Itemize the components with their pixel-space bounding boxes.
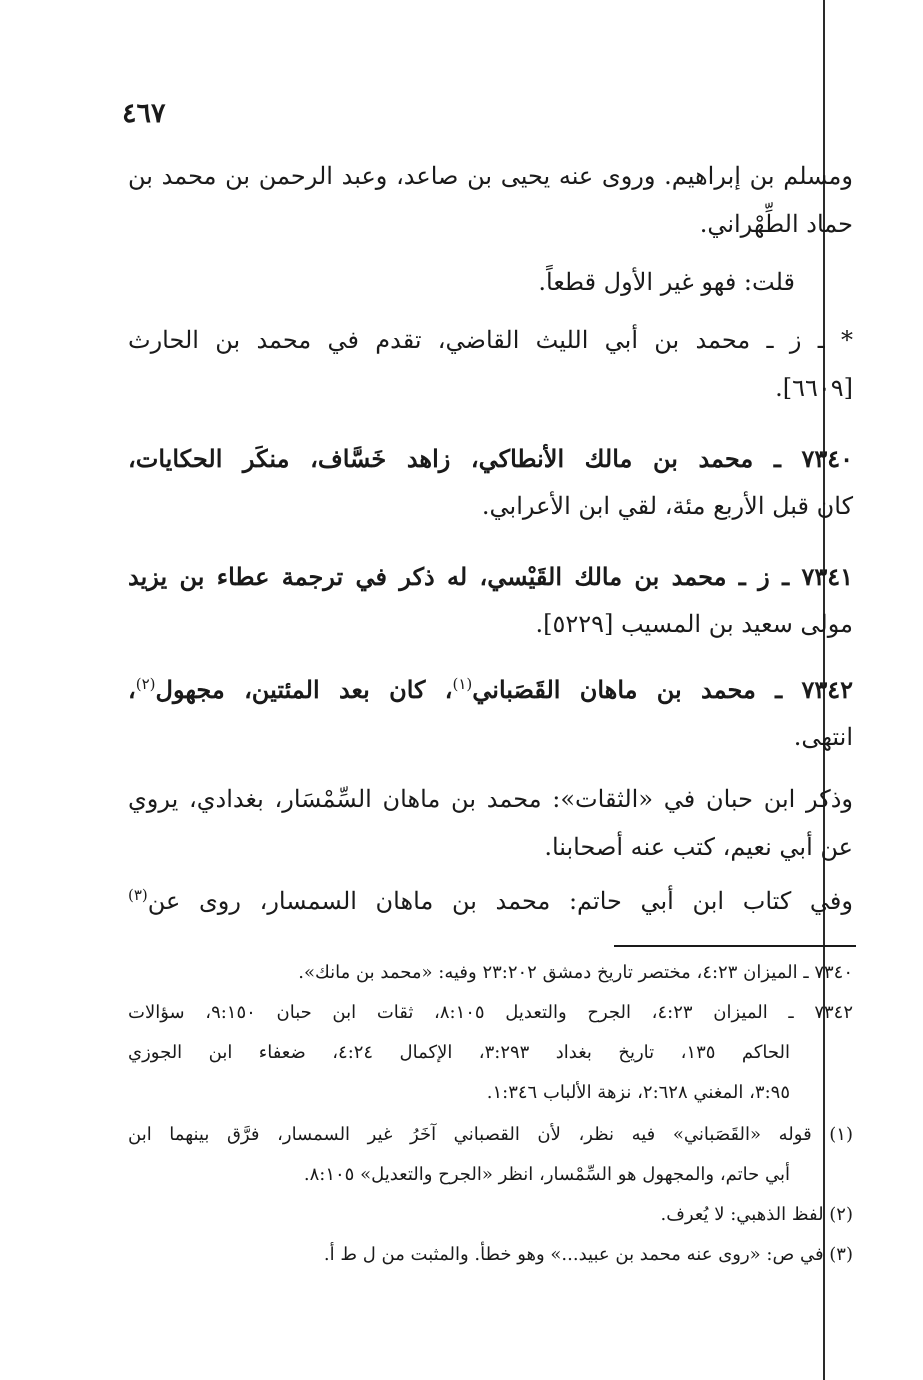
paragraph-1-line-2: حماد الطِّهْراني. <box>699 210 853 238</box>
entry-7342-line-2: انتهى. <box>793 723 853 751</box>
paragraph-8-line-1 <box>128 887 853 915</box>
footnote-3: (٣) في ص: «روى عنه محمد بن عبيد...» وهو خطأ. والمثبت من ل ط أ. <box>323 1244 853 1265</box>
entry-7341-number: ٧٣٤١ <box>801 562 853 591</box>
entry-7341-line-1 <box>128 562 853 591</box>
entry-7340-number: ٧٣٤٠ <box>801 444 854 473</box>
entry-7342-heading: ـ محمد بن ماهان القَصَباني <box>472 675 802 704</box>
entry-7342-heading-cont: ، كان بعد المئتين، مجهول <box>155 675 453 704</box>
footnote-ref-1[interactable]: (١) <box>452 675 473 693</box>
footnote-ref-2[interactable]: (٢) <box>135 675 156 693</box>
entry-7341-heading: ـ ز ـ محمد بن مالك القَيْسي، له ذكر في ترجمة عطاء بن يزيد <box>128 562 802 591</box>
paragraph-7-line-2: عن أبي نعيم، كتب عنه أصحابنا. <box>544 833 853 861</box>
entry-7340-line-1 <box>128 444 853 473</box>
footnote-separator <box>614 945 856 947</box>
entry-7341-line-2: مولى سعيد بن المسيب [٥٢٢٩]. <box>535 610 853 638</box>
entry-7340-line-2: كان قبل الأربع مئة، لقي ابن الأعرابي. <box>481 492 853 520</box>
entry-7342-number: ٧٣٤٢ <box>801 675 853 704</box>
paragraph-8-text: وفي كتاب ابن أبي حاتم: محمد بن ماهان السمسار، روى عن <box>147 887 853 915</box>
source-note-7342-line-1: ٧٣٤٢ ـ الميزان ٤:٢٣، الجرح والتعديل ٨:١٠٥، ثقات ابن حبان ٩:١٥٠، سؤالات <box>128 1002 854 1023</box>
paragraph-7-line-1: وذكر ابن حبان في «الثقات»: محمد بن ماهان السِّمْسَار، بغدادي، يروي <box>128 785 853 813</box>
paragraph-3-line-2: [٦٦٠٩]. <box>775 374 853 402</box>
entry-7342-heading-end: ، <box>128 675 136 704</box>
footnote-1-line-2: أبي حاتم، والمجهول هو السِّمْسار، انظر «الجرح والتعديل» ٨:١٠٥. <box>303 1164 790 1185</box>
paragraph-3-line-1: * ـ ز ـ محمد بن أبي الليث القاضي، تقدم في محمد بن الحارث <box>128 326 853 354</box>
footnote-2: (٢) لفظ الذهبي: لا يُعرف. <box>660 1204 853 1225</box>
entry-7342-line-1 <box>128 675 853 704</box>
source-note-7342-line-3: ٣:٩٥، المغني ٢:٦٢٨، نزهة الألباب ١:٣٤٦. <box>486 1082 790 1103</box>
paragraph-2-line-1: قلت: فهو غير الأول قطعاً. <box>538 268 795 296</box>
entry-7340-heading: ـ محمد بن مالك الأنطاكي، زاهد خَسَّاف، منكَر الحكايات، <box>128 444 802 473</box>
source-note-7340: ٧٣٤٠ ـ الميزان ٤:٢٣، مختصر تاريخ دمشق ٢٣:٢٠٢ وفيه: «محمد بن مانك». <box>298 962 853 983</box>
footnote-1-line-1: (١) قوله «القَصَباني» فيه نظر، لأن القصباني آخَرُ غير السمسار، فرَّق بينهما ابن <box>128 1124 853 1145</box>
source-note-7342-line-2: الحاكم ١٣٥، تاريخ بغداد ٣:٢٩٣، الإكمال ٤:٢٤، ضعفاء ابن الجوزي <box>128 1042 791 1063</box>
paragraph-1-line-1: ومسلم بن إبراهيم. وروى عنه يحيى بن صاعد، وعبد الرحمن بن محمد بن <box>128 162 853 190</box>
footnote-ref-3[interactable]: (٣) <box>128 886 148 904</box>
page-number: ٤٦٧ <box>122 98 166 129</box>
